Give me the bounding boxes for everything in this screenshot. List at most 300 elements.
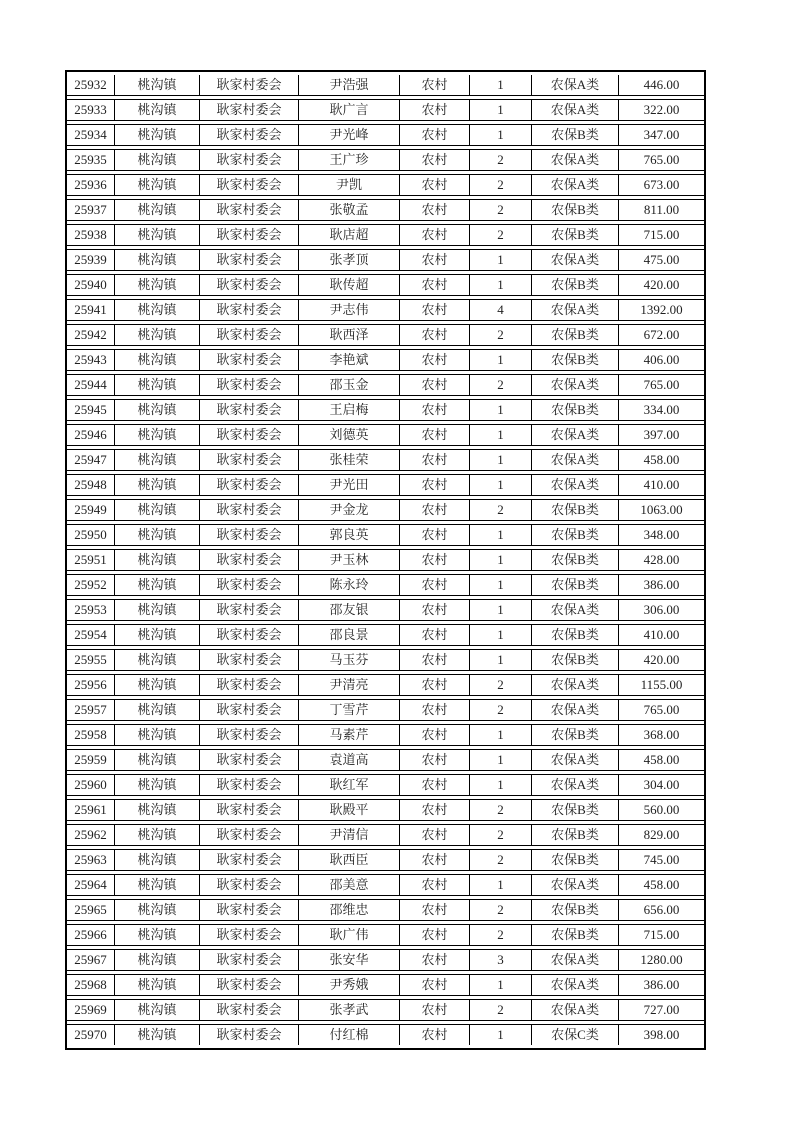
cell-village-committee: 耿家村委会 bbox=[200, 124, 299, 146]
table-row bbox=[67, 324, 704, 346]
cell-record-id: 25933 bbox=[67, 99, 115, 121]
table-row bbox=[67, 974, 704, 996]
cell-person-name: 郭良英 bbox=[299, 524, 400, 546]
table-row bbox=[67, 724, 704, 746]
cell-record-id: 25970 bbox=[67, 1024, 115, 1045]
cell-person-count: 1 bbox=[470, 974, 532, 996]
cell-amount: 745.00 bbox=[619, 849, 704, 871]
table-row bbox=[67, 99, 704, 121]
cell-record-id: 25940 bbox=[67, 274, 115, 296]
cell-person-count: 1 bbox=[470, 75, 532, 96]
cell-record-id: 25955 bbox=[67, 649, 115, 671]
cell-person-name: 袁道高 bbox=[299, 749, 400, 771]
cell-insurance-category: 农保A类 bbox=[532, 949, 619, 971]
cell-town: 桃沟镇 bbox=[115, 424, 200, 446]
table-row bbox=[67, 849, 704, 871]
cell-amount: 715.00 bbox=[619, 224, 704, 246]
cell-person-name: 邵美意 bbox=[299, 874, 400, 896]
records-table-border bbox=[65, 70, 706, 1050]
cell-person-name: 尹清信 bbox=[299, 824, 400, 846]
cell-residence-type: 农村 bbox=[400, 874, 470, 896]
cell-insurance-category: 农保B类 bbox=[532, 924, 619, 946]
cell-insurance-category: 农保A类 bbox=[532, 474, 619, 496]
cell-village-committee: 耿家村委会 bbox=[200, 799, 299, 821]
cell-person-count: 2 bbox=[470, 324, 532, 346]
cell-record-id: 25946 bbox=[67, 424, 115, 446]
cell-person-count: 2 bbox=[470, 899, 532, 921]
cell-insurance-category: 农保B类 bbox=[532, 524, 619, 546]
table-row bbox=[67, 499, 704, 521]
cell-residence-type: 农村 bbox=[400, 799, 470, 821]
cell-insurance-category: 农保A类 bbox=[532, 374, 619, 396]
cell-amount: 348.00 bbox=[619, 524, 704, 546]
cell-insurance-category: 农保A类 bbox=[532, 174, 619, 196]
cell-person-name: 李艳斌 bbox=[299, 349, 400, 371]
cell-village-committee: 耿家村委会 bbox=[200, 374, 299, 396]
table-row bbox=[67, 124, 704, 146]
cell-record-id: 25958 bbox=[67, 724, 115, 746]
cell-village-committee: 耿家村委会 bbox=[200, 549, 299, 571]
cell-amount: 446.00 bbox=[619, 75, 704, 96]
cell-town: 桃沟镇 bbox=[115, 224, 200, 246]
cell-person-name: 陈永玲 bbox=[299, 574, 400, 596]
cell-residence-type: 农村 bbox=[400, 99, 470, 121]
cell-residence-type: 农村 bbox=[400, 299, 470, 321]
cell-town: 桃沟镇 bbox=[115, 524, 200, 546]
cell-person-count: 1 bbox=[470, 349, 532, 371]
cell-record-id: 25968 bbox=[67, 974, 115, 996]
cell-record-id: 25935 bbox=[67, 149, 115, 171]
cell-insurance-category: 农保B类 bbox=[532, 624, 619, 646]
cell-amount: 410.00 bbox=[619, 474, 704, 496]
table-row bbox=[67, 75, 704, 96]
cell-residence-type: 农村 bbox=[400, 174, 470, 196]
cell-record-id: 25954 bbox=[67, 624, 115, 646]
cell-person-name: 刘德英 bbox=[299, 424, 400, 446]
cell-residence-type: 农村 bbox=[400, 424, 470, 446]
table-row bbox=[67, 624, 704, 646]
cell-amount: 1063.00 bbox=[619, 499, 704, 521]
cell-insurance-category: 农保B类 bbox=[532, 899, 619, 921]
cell-amount: 1280.00 bbox=[619, 949, 704, 971]
cell-person-name: 尹秀娥 bbox=[299, 974, 400, 996]
cell-person-name: 耿店超 bbox=[299, 224, 400, 246]
cell-insurance-category: 农保B类 bbox=[532, 649, 619, 671]
cell-residence-type: 农村 bbox=[400, 599, 470, 621]
cell-person-name: 邵维忠 bbox=[299, 899, 400, 921]
cell-record-id: 25932 bbox=[67, 75, 115, 96]
cell-amount: 672.00 bbox=[619, 324, 704, 346]
cell-town: 桃沟镇 bbox=[115, 99, 200, 121]
cell-village-committee: 耿家村委会 bbox=[200, 449, 299, 471]
cell-village-committee: 耿家村委会 bbox=[200, 349, 299, 371]
table-row bbox=[67, 474, 704, 496]
cell-residence-type: 农村 bbox=[400, 949, 470, 971]
cell-person-count: 1 bbox=[470, 624, 532, 646]
cell-person-name: 尹光峰 bbox=[299, 124, 400, 146]
cell-town: 桃沟镇 bbox=[115, 924, 200, 946]
table-row bbox=[67, 349, 704, 371]
cell-amount: 656.00 bbox=[619, 899, 704, 921]
cell-person-count: 1 bbox=[470, 99, 532, 121]
cell-town: 桃沟镇 bbox=[115, 974, 200, 996]
cell-insurance-category: 农保A类 bbox=[532, 149, 619, 171]
cell-village-committee: 耿家村委会 bbox=[200, 424, 299, 446]
cell-residence-type: 农村 bbox=[400, 474, 470, 496]
cell-residence-type: 农村 bbox=[400, 499, 470, 521]
cell-person-count: 2 bbox=[470, 174, 532, 196]
cell-residence-type: 农村 bbox=[400, 849, 470, 871]
cell-person-count: 1 bbox=[470, 249, 532, 271]
cell-insurance-category: 农保A类 bbox=[532, 874, 619, 896]
cell-village-committee: 耿家村委会 bbox=[200, 599, 299, 621]
table-row bbox=[67, 749, 704, 771]
cell-residence-type: 农村 bbox=[400, 999, 470, 1021]
cell-person-count: 1 bbox=[470, 549, 532, 571]
cell-village-committee: 耿家村委会 bbox=[200, 274, 299, 296]
cell-insurance-category: 农保B类 bbox=[532, 849, 619, 871]
cell-person-name: 尹凯 bbox=[299, 174, 400, 196]
cell-amount: 304.00 bbox=[619, 774, 704, 796]
cell-person-name: 耿西泽 bbox=[299, 324, 400, 346]
cell-amount: 398.00 bbox=[619, 1024, 704, 1045]
cell-insurance-category: 农保A类 bbox=[532, 299, 619, 321]
cell-amount: 1392.00 bbox=[619, 299, 704, 321]
cell-village-committee: 耿家村委会 bbox=[200, 99, 299, 121]
cell-record-id: 25964 bbox=[67, 874, 115, 896]
cell-insurance-category: 农保B类 bbox=[532, 824, 619, 846]
table-row bbox=[67, 799, 704, 821]
cell-record-id: 25945 bbox=[67, 399, 115, 421]
cell-insurance-category: 农保A类 bbox=[532, 599, 619, 621]
cell-residence-type: 农村 bbox=[400, 199, 470, 221]
cell-record-id: 25947 bbox=[67, 449, 115, 471]
table-row bbox=[67, 674, 704, 696]
cell-insurance-category: 农保A类 bbox=[532, 774, 619, 796]
cell-amount: 560.00 bbox=[619, 799, 704, 821]
cell-residence-type: 农村 bbox=[400, 1024, 470, 1045]
cell-person-count: 2 bbox=[470, 224, 532, 246]
cell-town: 桃沟镇 bbox=[115, 574, 200, 596]
cell-record-id: 25937 bbox=[67, 199, 115, 221]
cell-amount: 765.00 bbox=[619, 149, 704, 171]
cell-village-committee: 耿家村委会 bbox=[200, 224, 299, 246]
cell-insurance-category: 农保A类 bbox=[532, 75, 619, 96]
cell-record-id: 25936 bbox=[67, 174, 115, 196]
cell-person-name: 张敬孟 bbox=[299, 199, 400, 221]
table-row bbox=[67, 274, 704, 296]
cell-amount: 765.00 bbox=[619, 699, 704, 721]
cell-amount: 829.00 bbox=[619, 824, 704, 846]
cell-village-committee: 耿家村委会 bbox=[200, 699, 299, 721]
cell-person-name: 邵友银 bbox=[299, 599, 400, 621]
cell-amount: 727.00 bbox=[619, 999, 704, 1021]
cell-residence-type: 农村 bbox=[400, 374, 470, 396]
table-row bbox=[67, 224, 704, 246]
cell-town: 桃沟镇 bbox=[115, 849, 200, 871]
cell-record-id: 25961 bbox=[67, 799, 115, 821]
cell-person-count: 1 bbox=[470, 274, 532, 296]
cell-record-id: 25963 bbox=[67, 849, 115, 871]
cell-town: 桃沟镇 bbox=[115, 899, 200, 921]
cell-person-count: 2 bbox=[470, 674, 532, 696]
cell-insurance-category: 农保B类 bbox=[532, 499, 619, 521]
table-row bbox=[67, 199, 704, 221]
cell-residence-type: 农村 bbox=[400, 549, 470, 571]
table-row bbox=[67, 449, 704, 471]
cell-town: 桃沟镇 bbox=[115, 274, 200, 296]
cell-amount: 1155.00 bbox=[619, 674, 704, 696]
table-row bbox=[67, 774, 704, 796]
cell-insurance-category: 农保A类 bbox=[532, 449, 619, 471]
cell-amount: 347.00 bbox=[619, 124, 704, 146]
cell-town: 桃沟镇 bbox=[115, 599, 200, 621]
cell-record-id: 25965 bbox=[67, 899, 115, 921]
cell-village-committee: 耿家村委会 bbox=[200, 749, 299, 771]
cell-insurance-category: 农保B类 bbox=[532, 324, 619, 346]
cell-residence-type: 农村 bbox=[400, 749, 470, 771]
cell-residence-type: 农村 bbox=[400, 574, 470, 596]
cell-residence-type: 农村 bbox=[400, 224, 470, 246]
cell-village-committee: 耿家村委会 bbox=[200, 649, 299, 671]
cell-record-id: 25934 bbox=[67, 124, 115, 146]
cell-person-count: 1 bbox=[470, 524, 532, 546]
cell-person-name: 张桂荣 bbox=[299, 449, 400, 471]
table-row bbox=[67, 524, 704, 546]
cell-town: 桃沟镇 bbox=[115, 349, 200, 371]
cell-residence-type: 农村 bbox=[400, 349, 470, 371]
cell-village-committee: 耿家村委会 bbox=[200, 674, 299, 696]
cell-town: 桃沟镇 bbox=[115, 299, 200, 321]
table-row bbox=[67, 424, 704, 446]
cell-record-id: 25952 bbox=[67, 574, 115, 596]
cell-insurance-category: 农保A类 bbox=[532, 99, 619, 121]
cell-amount: 811.00 bbox=[619, 199, 704, 221]
cell-residence-type: 农村 bbox=[400, 974, 470, 996]
table-row bbox=[67, 924, 704, 946]
cell-residence-type: 农村 bbox=[400, 449, 470, 471]
cell-person-name: 耿西臣 bbox=[299, 849, 400, 871]
cell-town: 桃沟镇 bbox=[115, 1024, 200, 1045]
table-row bbox=[67, 599, 704, 621]
cell-town: 桃沟镇 bbox=[115, 449, 200, 471]
cell-town: 桃沟镇 bbox=[115, 324, 200, 346]
cell-amount: 673.00 bbox=[619, 174, 704, 196]
cell-insurance-category: 农保A类 bbox=[532, 249, 619, 271]
table-row bbox=[67, 949, 704, 971]
cell-person-count: 2 bbox=[470, 924, 532, 946]
cell-record-id: 25938 bbox=[67, 224, 115, 246]
cell-record-id: 25956 bbox=[67, 674, 115, 696]
cell-person-name: 耿殿平 bbox=[299, 799, 400, 821]
cell-record-id: 25941 bbox=[67, 299, 115, 321]
cell-village-committee: 耿家村委会 bbox=[200, 174, 299, 196]
table-row bbox=[67, 574, 704, 596]
cell-person-name: 邵良景 bbox=[299, 624, 400, 646]
cell-amount: 458.00 bbox=[619, 749, 704, 771]
cell-town: 桃沟镇 bbox=[115, 549, 200, 571]
cell-amount: 410.00 bbox=[619, 624, 704, 646]
cell-amount: 368.00 bbox=[619, 724, 704, 746]
cell-person-count: 1 bbox=[470, 574, 532, 596]
cell-insurance-category: 农保B类 bbox=[532, 349, 619, 371]
cell-town: 桃沟镇 bbox=[115, 999, 200, 1021]
cell-person-name: 尹光田 bbox=[299, 474, 400, 496]
cell-person-name: 张孝武 bbox=[299, 999, 400, 1021]
cell-insurance-category: 农保B类 bbox=[532, 274, 619, 296]
cell-record-id: 25949 bbox=[67, 499, 115, 521]
cell-insurance-category: 农保B类 bbox=[532, 224, 619, 246]
cell-person-count: 1 bbox=[470, 424, 532, 446]
cell-insurance-category: 农保B类 bbox=[532, 199, 619, 221]
cell-residence-type: 农村 bbox=[400, 149, 470, 171]
cell-record-id: 25967 bbox=[67, 949, 115, 971]
cell-residence-type: 农村 bbox=[400, 774, 470, 796]
cell-person-count: 4 bbox=[470, 299, 532, 321]
table-row bbox=[67, 899, 704, 921]
cell-person-name: 张安华 bbox=[299, 949, 400, 971]
cell-amount: 458.00 bbox=[619, 449, 704, 471]
cell-record-id: 25944 bbox=[67, 374, 115, 396]
cell-residence-type: 农村 bbox=[400, 824, 470, 846]
cell-amount: 475.00 bbox=[619, 249, 704, 271]
cell-village-committee: 耿家村委会 bbox=[200, 874, 299, 896]
cell-town: 桃沟镇 bbox=[115, 824, 200, 846]
table-row bbox=[67, 399, 704, 421]
table-row bbox=[67, 149, 704, 171]
cell-record-id: 25959 bbox=[67, 749, 115, 771]
cell-record-id: 25939 bbox=[67, 249, 115, 271]
cell-record-id: 25948 bbox=[67, 474, 115, 496]
cell-person-name: 尹志伟 bbox=[299, 299, 400, 321]
cell-town: 桃沟镇 bbox=[115, 249, 200, 271]
cell-person-count: 1 bbox=[470, 474, 532, 496]
cell-person-count: 1 bbox=[470, 774, 532, 796]
cell-person-name: 耿传超 bbox=[299, 274, 400, 296]
cell-person-count: 1 bbox=[470, 649, 532, 671]
cell-amount: 306.00 bbox=[619, 599, 704, 621]
table-row bbox=[67, 374, 704, 396]
table-row bbox=[67, 699, 704, 721]
cell-insurance-category: 农保B类 bbox=[532, 724, 619, 746]
cell-insurance-category: 农保B类 bbox=[532, 399, 619, 421]
cell-amount: 397.00 bbox=[619, 424, 704, 446]
cell-village-committee: 耿家村委会 bbox=[200, 474, 299, 496]
cell-town: 桃沟镇 bbox=[115, 199, 200, 221]
cell-residence-type: 农村 bbox=[400, 624, 470, 646]
cell-person-name: 马玉芬 bbox=[299, 649, 400, 671]
cell-village-committee: 耿家村委会 bbox=[200, 624, 299, 646]
cell-village-committee: 耿家村委会 bbox=[200, 849, 299, 871]
cell-town: 桃沟镇 bbox=[115, 949, 200, 971]
table-row bbox=[67, 249, 704, 271]
cell-town: 桃沟镇 bbox=[115, 724, 200, 746]
cell-record-id: 25960 bbox=[67, 774, 115, 796]
cell-person-name: 耿广言 bbox=[299, 99, 400, 121]
cell-village-committee: 耿家村委会 bbox=[200, 574, 299, 596]
cell-person-count: 2 bbox=[470, 849, 532, 871]
cell-amount: 334.00 bbox=[619, 399, 704, 421]
cell-town: 桃沟镇 bbox=[115, 124, 200, 146]
cell-person-count: 2 bbox=[470, 499, 532, 521]
cell-record-id: 25942 bbox=[67, 324, 115, 346]
table-row bbox=[67, 999, 704, 1021]
cell-insurance-category: 农保B类 bbox=[532, 799, 619, 821]
cell-person-count: 1 bbox=[470, 874, 532, 896]
cell-person-name: 付红棉 bbox=[299, 1024, 400, 1045]
cell-town: 桃沟镇 bbox=[115, 399, 200, 421]
cell-person-name: 张孝顶 bbox=[299, 249, 400, 271]
cell-village-committee: 耿家村委会 bbox=[200, 249, 299, 271]
cell-town: 桃沟镇 bbox=[115, 674, 200, 696]
cell-village-committee: 耿家村委会 bbox=[200, 949, 299, 971]
cell-person-count: 2 bbox=[470, 999, 532, 1021]
table-row bbox=[67, 649, 704, 671]
cell-village-committee: 耿家村委会 bbox=[200, 724, 299, 746]
cell-person-name: 尹清亮 bbox=[299, 674, 400, 696]
cell-residence-type: 农村 bbox=[400, 399, 470, 421]
cell-person-count: 1 bbox=[470, 599, 532, 621]
cell-town: 桃沟镇 bbox=[115, 874, 200, 896]
cell-person-name: 王启梅 bbox=[299, 399, 400, 421]
cell-insurance-category: 农保A类 bbox=[532, 699, 619, 721]
cell-insurance-category: 农保A类 bbox=[532, 424, 619, 446]
cell-village-committee: 耿家村委会 bbox=[200, 499, 299, 521]
cell-person-name: 马素芹 bbox=[299, 724, 400, 746]
cell-residence-type: 农村 bbox=[400, 75, 470, 96]
cell-residence-type: 农村 bbox=[400, 924, 470, 946]
cell-town: 桃沟镇 bbox=[115, 774, 200, 796]
cell-person-name: 尹玉林 bbox=[299, 549, 400, 571]
cell-insurance-category: 农保B类 bbox=[532, 124, 619, 146]
table-row bbox=[67, 874, 704, 896]
cell-village-committee: 耿家村委会 bbox=[200, 774, 299, 796]
cell-insurance-category: 农保A类 bbox=[532, 999, 619, 1021]
cell-person-count: 2 bbox=[470, 149, 532, 171]
cell-person-name: 王广珍 bbox=[299, 149, 400, 171]
cell-town: 桃沟镇 bbox=[115, 749, 200, 771]
cell-amount: 386.00 bbox=[619, 974, 704, 996]
cell-residence-type: 农村 bbox=[400, 724, 470, 746]
cell-amount: 322.00 bbox=[619, 99, 704, 121]
cell-village-committee: 耿家村委会 bbox=[200, 899, 299, 921]
cell-person-name: 尹金龙 bbox=[299, 499, 400, 521]
cell-town: 桃沟镇 bbox=[115, 474, 200, 496]
table-row bbox=[67, 299, 704, 321]
cell-person-count: 2 bbox=[470, 799, 532, 821]
cell-village-committee: 耿家村委会 bbox=[200, 75, 299, 96]
cell-person-count: 2 bbox=[470, 199, 532, 221]
cell-village-committee: 耿家村委会 bbox=[200, 524, 299, 546]
cell-insurance-category: 农保A类 bbox=[532, 974, 619, 996]
cell-insurance-category: 农保B类 bbox=[532, 574, 619, 596]
cell-person-count: 1 bbox=[470, 124, 532, 146]
cell-person-count: 1 bbox=[470, 449, 532, 471]
cell-residence-type: 农村 bbox=[400, 324, 470, 346]
cell-person-name: 丁雪芹 bbox=[299, 699, 400, 721]
cell-town: 桃沟镇 bbox=[115, 624, 200, 646]
cell-insurance-category: 农保A类 bbox=[532, 674, 619, 696]
cell-town: 桃沟镇 bbox=[115, 174, 200, 196]
cell-record-id: 25957 bbox=[67, 699, 115, 721]
cell-residence-type: 农村 bbox=[400, 124, 470, 146]
cell-village-committee: 耿家村委会 bbox=[200, 399, 299, 421]
cell-amount: 765.00 bbox=[619, 374, 704, 396]
cell-village-committee: 耿家村委会 bbox=[200, 149, 299, 171]
table-row bbox=[67, 549, 704, 571]
cell-village-committee: 耿家村委会 bbox=[200, 324, 299, 346]
cell-residence-type: 农村 bbox=[400, 524, 470, 546]
